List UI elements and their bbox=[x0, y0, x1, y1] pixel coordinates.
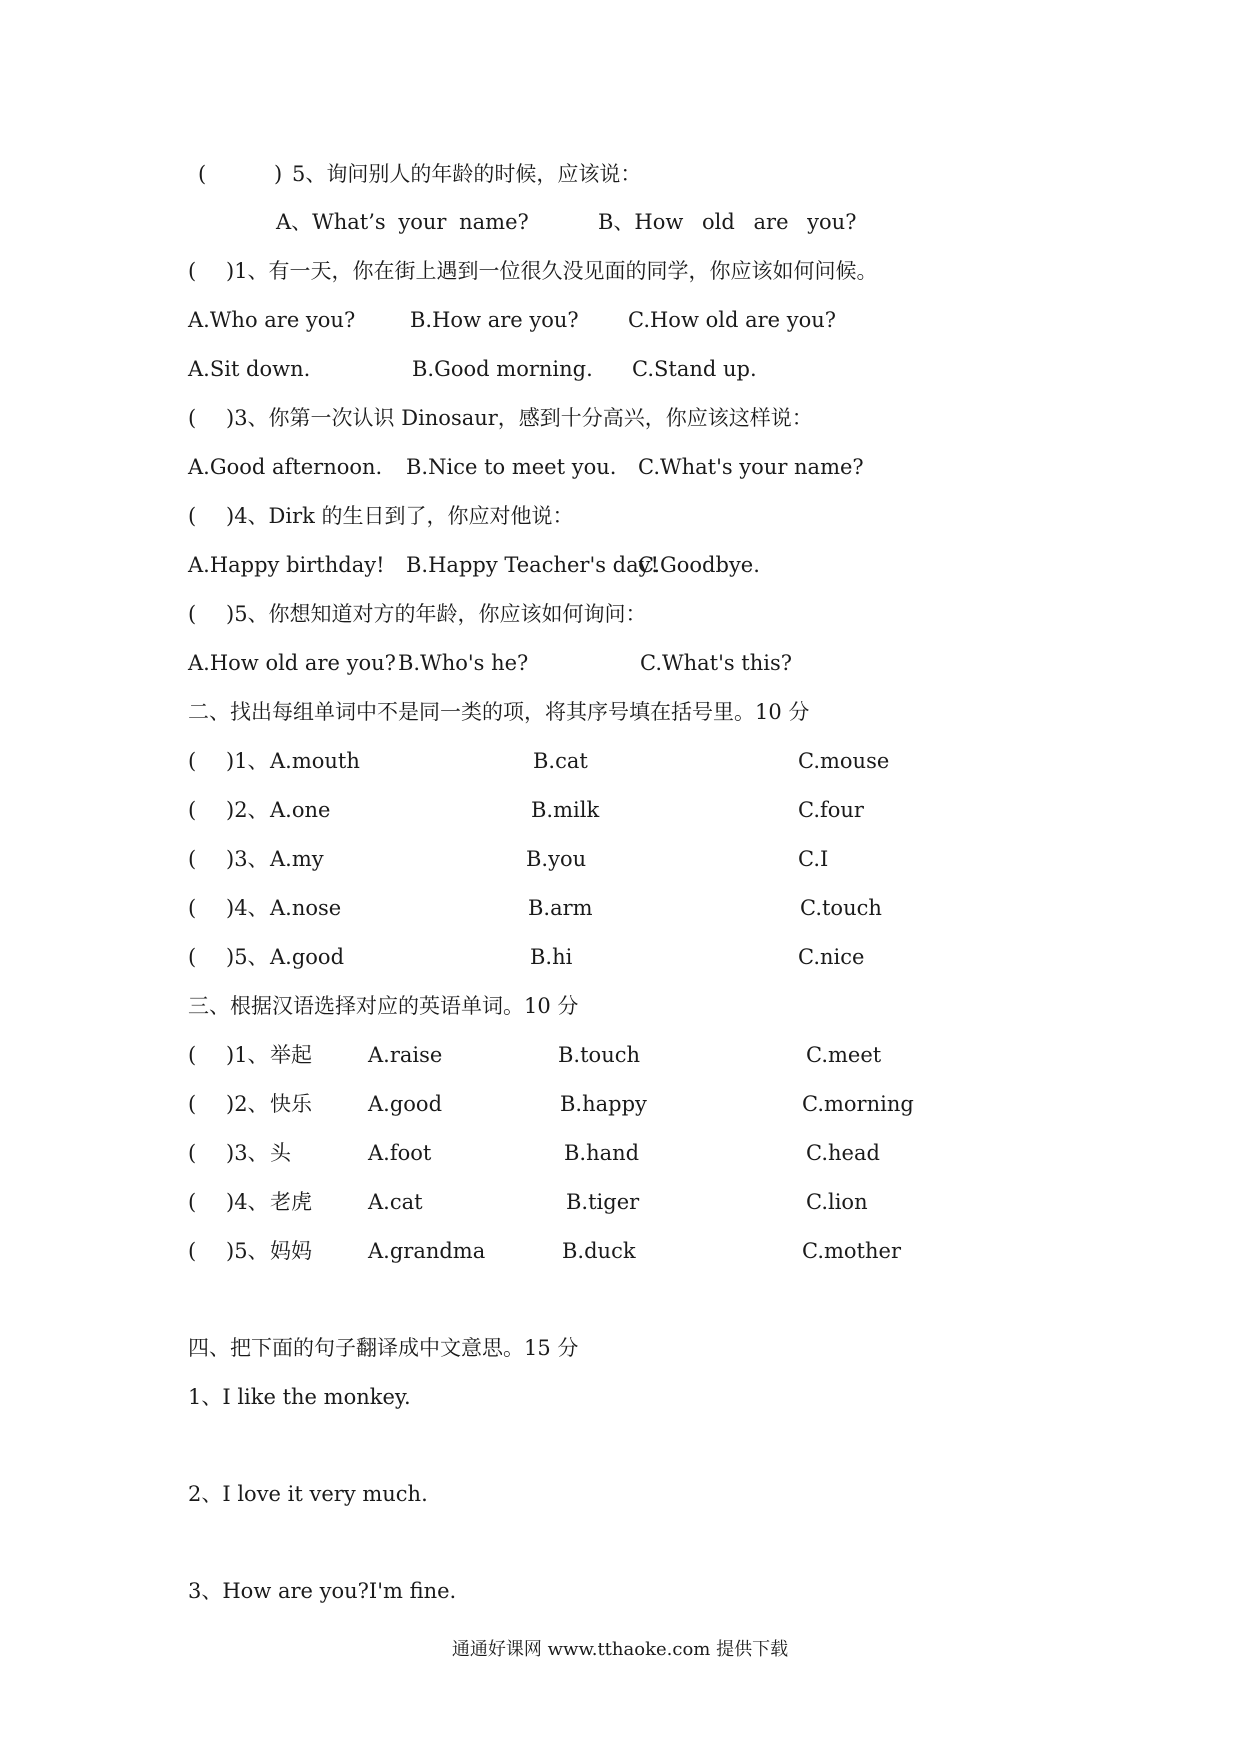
part3-row-4 bbox=[188, 1187, 1180, 1217]
answer-paren: ( bbox=[188, 847, 197, 871]
chinese-word: 举起 bbox=[270, 1043, 312, 1067]
option-c: C.nice bbox=[798, 945, 865, 969]
question-0-options bbox=[188, 207, 1180, 237]
part3-row-2 bbox=[188, 1089, 1180, 1119]
part1-q2-options bbox=[188, 354, 1180, 384]
question-number: )1、 bbox=[226, 1043, 269, 1067]
option-a: A.good bbox=[270, 945, 345, 969]
option-b: B.duck bbox=[562, 1239, 636, 1263]
question-text: )3、你第一次认识 Dinosaur，感到十分高兴，你应该这样说： bbox=[226, 406, 813, 430]
option-a: A.mouth bbox=[270, 749, 360, 773]
part1-q1-options bbox=[188, 305, 1180, 335]
answer-paren: ( bbox=[188, 1239, 197, 1263]
section-3-title bbox=[188, 991, 1180, 1021]
option-a: A.How old are you? bbox=[188, 651, 396, 675]
option-c: C.What's this? bbox=[640, 651, 793, 675]
option-c: C.head bbox=[806, 1141, 880, 1165]
page-footer: 通通好课网 www.tthaoke.com 提供下载 bbox=[451, 1639, 789, 1660]
question-number: )5、 bbox=[226, 1239, 269, 1263]
sentence-text: 2、I love it very much. bbox=[188, 1482, 428, 1506]
answer-paren: ( bbox=[188, 406, 197, 430]
option-b: B.Nice to meet you. bbox=[406, 455, 617, 479]
answer-paren: ( bbox=[188, 945, 197, 969]
answer-paren: ( bbox=[188, 1190, 197, 1214]
part1-q5-stem bbox=[188, 599, 1180, 629]
part3-row-3 bbox=[188, 1138, 1180, 1168]
option-b: B.How are you? bbox=[410, 308, 579, 332]
part1-q3-stem bbox=[188, 403, 1180, 433]
question-number: )3、 bbox=[226, 847, 269, 871]
option-a: A.grandma bbox=[368, 1239, 486, 1263]
part4-sentence-2 bbox=[188, 1479, 1180, 1509]
part4-sentence-1 bbox=[188, 1382, 1180, 1412]
section-heading: 三、根据汉语选择对应的英语单词。10 分 bbox=[188, 994, 579, 1018]
option-b: B.Who's he? bbox=[398, 651, 529, 675]
answer-paren: ( bbox=[188, 259, 197, 283]
option-b: B.tiger bbox=[566, 1190, 640, 1214]
chinese-word: 快乐 bbox=[270, 1092, 312, 1116]
part1-q1-stem bbox=[188, 256, 1180, 286]
option-c: C.What's your name? bbox=[638, 455, 864, 479]
option-a: A.nose bbox=[270, 896, 342, 920]
question-0-stem bbox=[188, 159, 1180, 189]
part3-row-5 bbox=[188, 1236, 1180, 1266]
question-text: 5、询问别人的年龄的时候，应该说： bbox=[292, 162, 642, 186]
answer-paren: ( bbox=[188, 1043, 197, 1067]
option-b: B.Happy Teacher's day! bbox=[406, 553, 659, 577]
option-a: A.raise bbox=[368, 1043, 443, 1067]
option-a: A.Good afternoon. bbox=[188, 455, 383, 479]
answer-paren: ( bbox=[188, 1141, 197, 1165]
question-number: )4、 bbox=[226, 896, 269, 920]
option-b: B.happy bbox=[560, 1092, 647, 1116]
option-a: A.Happy birthday! bbox=[188, 553, 385, 577]
option-a: A.foot bbox=[368, 1141, 432, 1165]
option-c: C.meet bbox=[806, 1043, 882, 1067]
section-4-title bbox=[188, 1333, 1180, 1363]
answer-paren: ( bbox=[188, 504, 197, 528]
part1-q5-options bbox=[188, 648, 1180, 678]
option-a: A.my bbox=[270, 847, 324, 871]
option-b: B.arm bbox=[528, 896, 593, 920]
answer-paren-open: ( bbox=[198, 162, 207, 186]
option-c: C.touch bbox=[800, 896, 882, 920]
section-heading: 四、把下面的句子翻译成中文意思。15 分 bbox=[188, 1336, 579, 1360]
answer-paren-close: ) bbox=[274, 162, 283, 186]
option-c: C.morning bbox=[802, 1092, 914, 1116]
question-text: )1、有一天，你在街上遇到一位很久没见面的同学，你应该如何问候。 bbox=[226, 259, 878, 283]
sentence-text: 1、I like the monkey. bbox=[188, 1385, 411, 1409]
option-b: B.you bbox=[526, 847, 587, 871]
option-b: B.touch bbox=[558, 1043, 641, 1067]
question-text: )4、Dirk 的生日到了，你应对他说： bbox=[226, 504, 574, 528]
answer-paren: ( bbox=[188, 749, 197, 773]
option-b: B.hand bbox=[564, 1141, 640, 1165]
option-c: C.I bbox=[798, 847, 829, 871]
chinese-word: 头 bbox=[270, 1141, 291, 1165]
part3-row-1 bbox=[188, 1040, 1180, 1070]
answer-paren: ( bbox=[188, 602, 197, 626]
question-number: )2、 bbox=[226, 1092, 269, 1116]
chinese-word: 妈妈 bbox=[270, 1239, 312, 1263]
question-number: )5、 bbox=[226, 945, 269, 969]
option-b: B.hi bbox=[530, 945, 573, 969]
question-number: )2、 bbox=[226, 798, 269, 822]
question-text: )5、你想知道对方的年龄，你应该如何询问： bbox=[226, 602, 647, 626]
option-b: B.milk bbox=[531, 798, 600, 822]
chinese-word: 老虎 bbox=[270, 1190, 312, 1214]
section-heading: 二、找出每组单词中不是同一类的项，将其序号填在括号里。10 分 bbox=[188, 700, 810, 724]
option-a: A、What’s your name? bbox=[276, 210, 529, 234]
option-c: C.Stand up. bbox=[632, 357, 757, 381]
part2-row-2 bbox=[188, 795, 1180, 825]
question-number: )4、 bbox=[226, 1190, 269, 1214]
option-c: C.lion bbox=[806, 1190, 868, 1214]
sentence-text: 3、How are you?I'm fine. bbox=[188, 1579, 457, 1603]
part2-row-4 bbox=[188, 893, 1180, 923]
part2-row-5 bbox=[188, 942, 1180, 972]
part4-sentence-3 bbox=[188, 1576, 1180, 1606]
answer-paren: ( bbox=[188, 1092, 197, 1116]
part2-row-3 bbox=[188, 844, 1180, 874]
part1-q4-options bbox=[188, 550, 1180, 580]
answer-paren: ( bbox=[188, 896, 197, 920]
part1-q4-stem bbox=[188, 501, 1180, 531]
option-c: C.mother bbox=[802, 1239, 901, 1263]
answer-paren: ( bbox=[188, 798, 197, 822]
option-a: A.one bbox=[270, 798, 331, 822]
option-c: C.How old are you? bbox=[628, 308, 837, 332]
question-number: )1、 bbox=[226, 749, 269, 773]
section-2-title bbox=[188, 697, 1180, 727]
option-c: C.Goodbye. bbox=[638, 553, 760, 577]
part2-row-1 bbox=[188, 746, 1180, 776]
option-c: C.four bbox=[798, 798, 864, 822]
option-c: C.mouse bbox=[798, 749, 890, 773]
option-b: B、How old are you? bbox=[598, 210, 857, 234]
option-b: B.Good morning. bbox=[412, 357, 593, 381]
option-a: A.good bbox=[368, 1092, 443, 1116]
part1-q3-options bbox=[188, 452, 1180, 482]
option-a: A.Who are you? bbox=[188, 308, 356, 332]
option-a: A.Sit down. bbox=[188, 357, 311, 381]
option-b: B.cat bbox=[533, 749, 588, 773]
option-a: A.cat bbox=[368, 1190, 423, 1214]
question-number: )3、 bbox=[226, 1141, 269, 1165]
